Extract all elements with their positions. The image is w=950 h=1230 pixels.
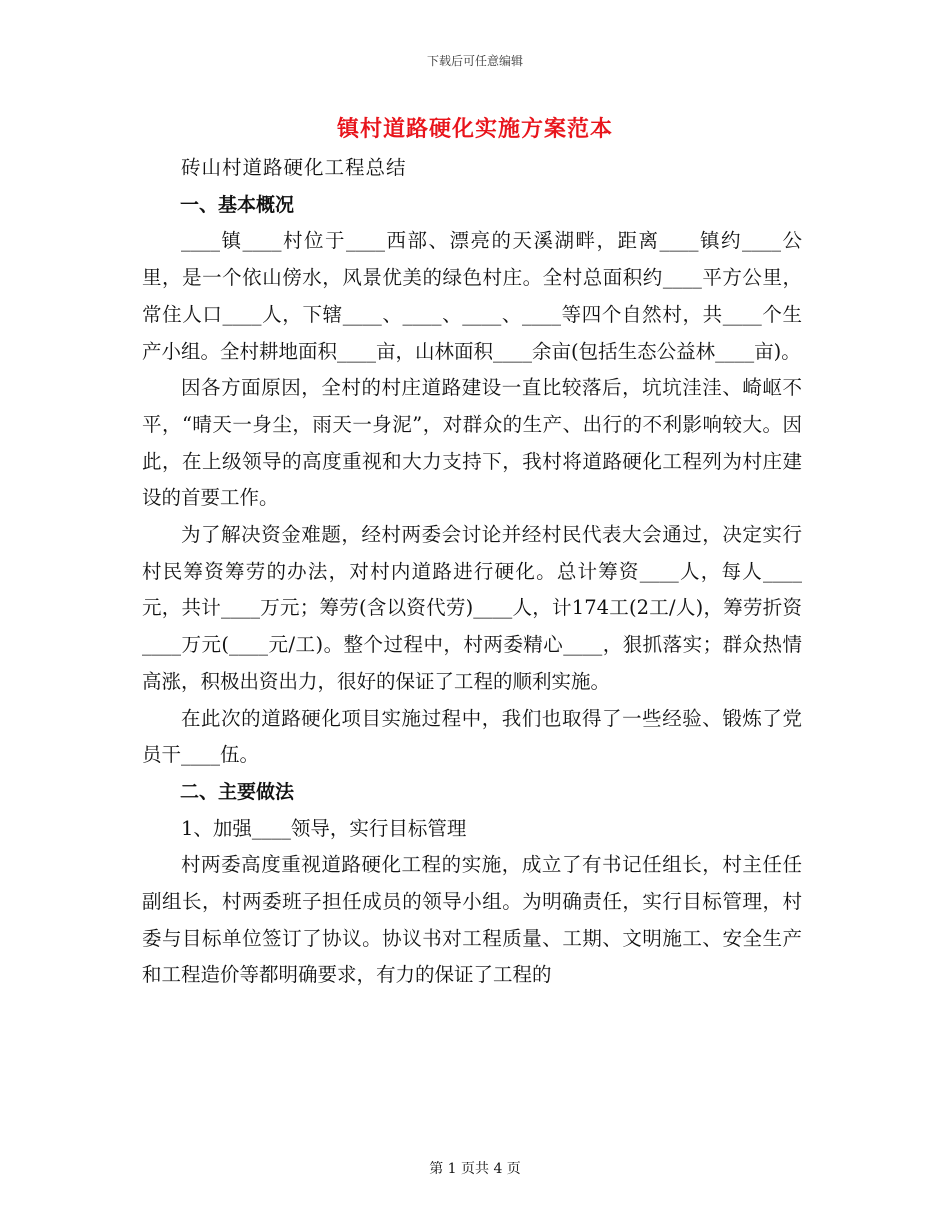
- section-heading-basic-overview: 一、基本概况: [180, 193, 295, 216]
- document-subtitle: 砖山村道路硬化工程总结: [181, 156, 407, 179]
- document-body: [142, 150, 802, 994]
- paragraph-funding: 为了解决资金难题，经村两委会讨论并经村民代表大会通过，决定实行村民筹资筹劳的办法，对村内道路进行硬化。总计筹资____人，每人____元，共计____万元；筹劳(含以资代劳)____人，计174工(2工/人)，筹劳折资____万元(____元/工)。整个过程中，村两委精心____，狠抓落实；群众热情高涨，积极出资出力，很好的保证了工程的顺利实施。: [142, 523, 802, 693]
- document-title: 镇村道路硬化实施方案范本: [336, 116, 613, 142]
- page-header: 下载后可任意编辑: [426, 54, 523, 68]
- paragraph-experience: 在此次的道路硬化项目实施过程中，我们也取得了一些经验、锻炼了党员干____伍。: [142, 706, 802, 767]
- section-heading-main-methods: 二、主要做法: [180, 780, 295, 803]
- paragraph-leadership: 村两委高度重视道路硬化工程的实施，成立了有书记任组长，村主任任副组长，村两委班子担任成员的领导小组。为明确责任，实行目标管理，村委与目标单位签订了协议。协议书对工程质量、工期、文明施工、安全生产和工程造价等都明确要求，有力的保证了工程的: [142, 853, 802, 987]
- paragraph-background: 因各方面原因，全村的村庄道路建设一直比较落后，坑坑洼洼、崎岖不平，“晴天一身尘，雨天一身泥”，对群众的生产、出行的不利影响较大。因此，在上级领导的高度重视和大力支持下，我村将道路硬化工程列为村庄建设的首要工作。: [142, 376, 802, 510]
- paragraph-overview: ____镇____村位于____西部、漂亮的天溪湖畔，距离____镇约____公里，是一个依山傍水，风景优美的绿色村庄。全村总面积约____平方公里，常住人口____人，下辖____、____、____、____等四个自然村，共____个生产小组。全村耕地面积____亩，山林面积____余亩(包括生态公益林____亩)。: [142, 229, 802, 363]
- subsection-heading-leadership: 1、加强____领导，实行目标管理: [181, 816, 467, 840]
- page-footer: 第 1 页共 4 页: [429, 1161, 521, 1177]
